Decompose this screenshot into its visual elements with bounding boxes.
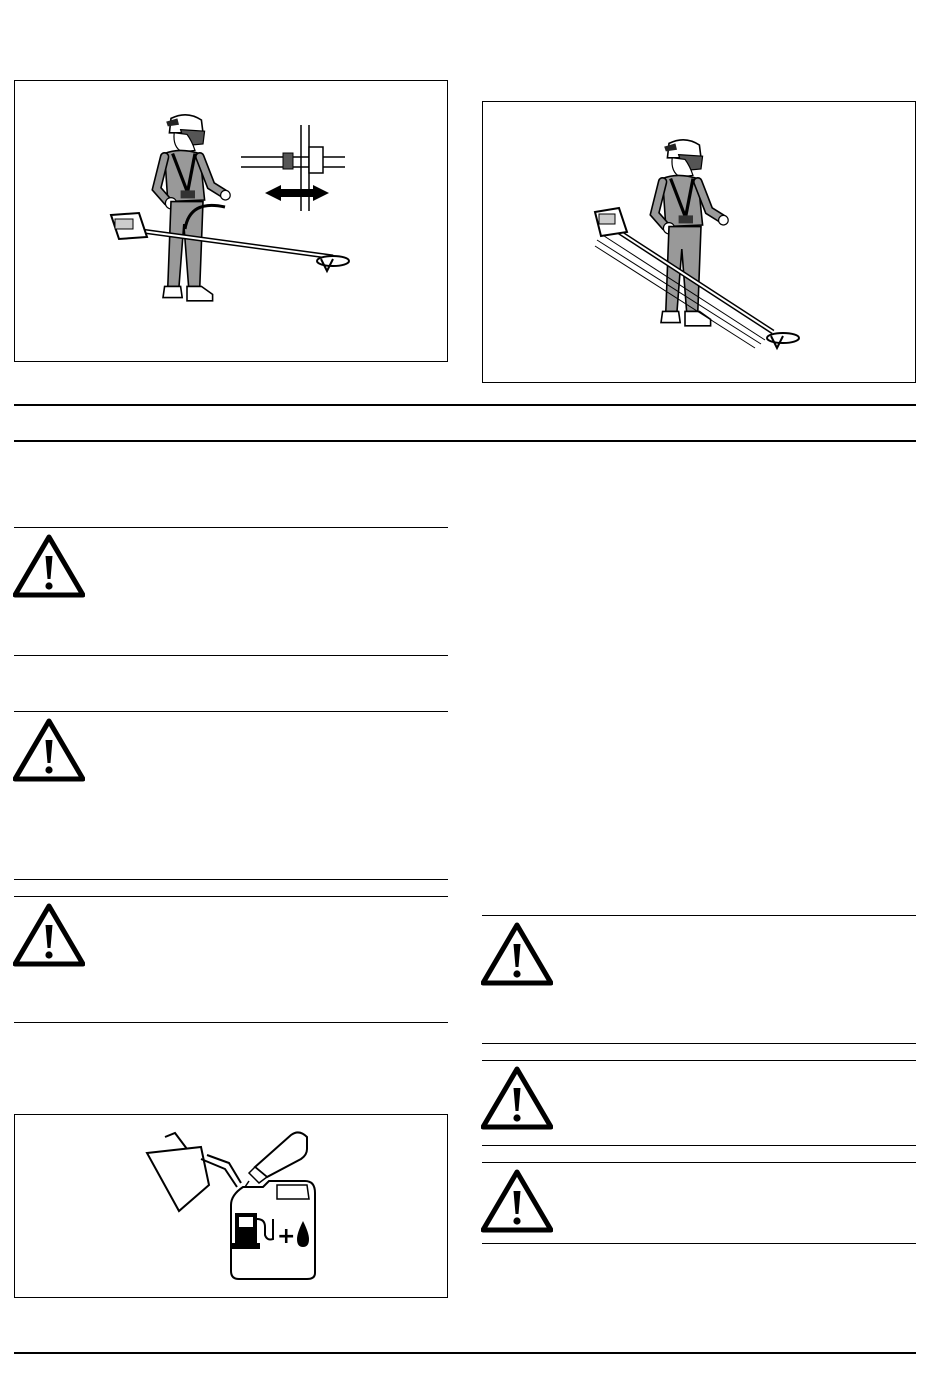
footer-rule	[14, 1352, 916, 1354]
warning-block-rule	[14, 879, 448, 880]
warning-block-rule	[482, 1162, 916, 1163]
warning-triangle-icon	[481, 1169, 553, 1233]
warning-triangle-icon	[481, 922, 553, 986]
figure-harness-adjust	[14, 80, 448, 362]
warning-block-rule	[14, 1022, 448, 1023]
warning-block-rule	[482, 1060, 916, 1061]
warning-triangle-icon	[481, 1066, 553, 1130]
figure-fuel-mixing	[14, 1114, 448, 1298]
operator-balanced-trimmer-illustration	[595, 140, 799, 348]
figure-trimmer-balance	[482, 101, 916, 383]
plus-sign: +	[277, 1224, 296, 1249]
warning-block-rule	[14, 896, 448, 897]
warning-triangle-icon	[13, 903, 85, 967]
warning-triangle-icon	[13, 534, 85, 598]
warning-block-rule	[14, 711, 448, 712]
warning-block-rule	[482, 915, 916, 916]
warning-block-rule	[482, 1043, 916, 1044]
fuel-oil-mixing-illustration	[147, 1132, 315, 1279]
warning-block-rule	[14, 527, 448, 528]
section-rule-top	[14, 404, 916, 406]
warning-block-rule	[14, 655, 448, 656]
warning-block-rule	[482, 1145, 916, 1146]
warning-triangle-icon	[13, 718, 85, 782]
operator-harness-adjust-illustration	[111, 115, 349, 301]
warning-block-rule	[482, 1243, 916, 1244]
section-rule-heading	[14, 440, 916, 442]
